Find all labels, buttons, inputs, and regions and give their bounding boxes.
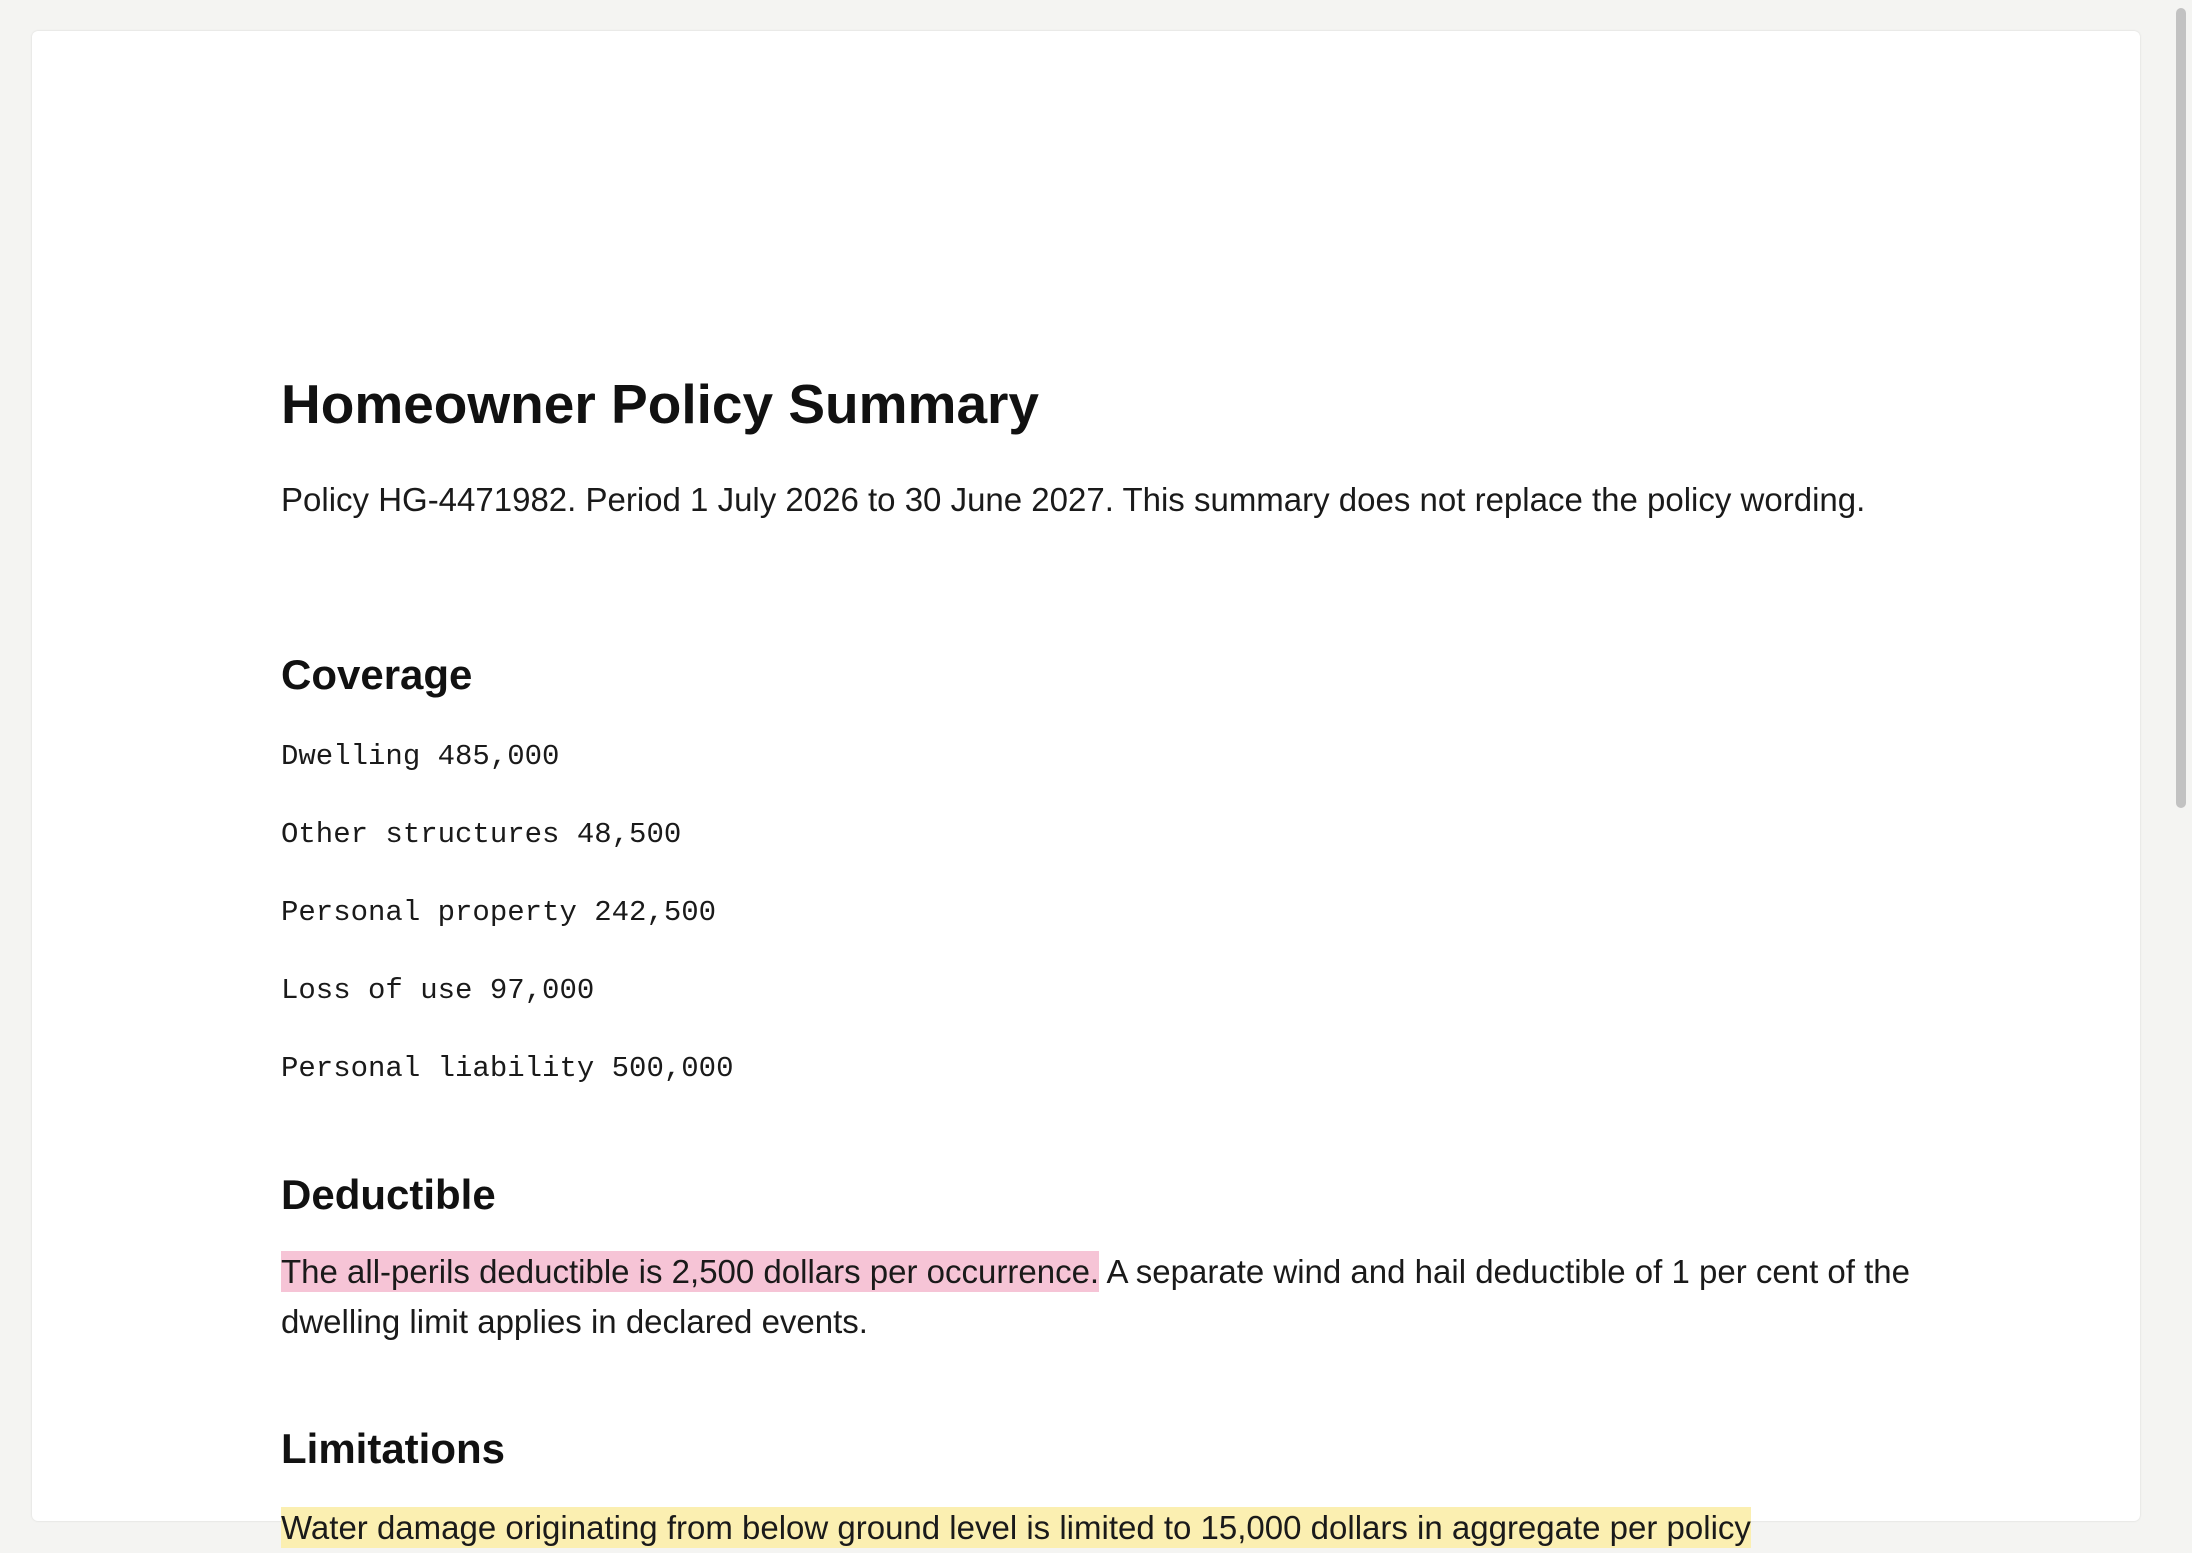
deductible-highlight[interactable]: The all-perils deductible is 2,500 dollars per occurrence. xyxy=(281,1253,1100,1290)
limitations-heading: Limitations xyxy=(281,1425,506,1472)
coverage-item-personal-liability: Personal liability 500,000 xyxy=(281,1052,734,1085)
limitations-highlight[interactable]: Water damage originating from below ground level is limited to 15,000 dollars in aggregate per policy xyxy=(281,1509,1751,1546)
policy-intro: Policy HG-4471982. Period 1 July 2026 to 30 June 2027. This summary does not replace the policy wording. xyxy=(281,481,1866,518)
deductible-heading: Deductible xyxy=(281,1171,496,1218)
deductible-paragraph xyxy=(281,1247,1921,1347)
page-title: Homeowner Policy Summary xyxy=(281,373,1040,435)
coverage-item-dwelling: Dwelling 485,000 xyxy=(281,740,560,773)
coverage-item-other-structures: Other structures 48,500 xyxy=(281,818,682,851)
document-page xyxy=(32,31,2140,1546)
deductible-text: A separate wind and hail deductible of 1 per cent of the dwelling limit applies in declared events. xyxy=(281,1253,1910,1340)
scrollbar[interactable] xyxy=(2170,0,2192,1510)
coverage-heading: Coverage xyxy=(281,651,473,698)
scrollbar-thumb[interactable] xyxy=(2176,8,2186,808)
coverage-item-personal-property: Personal property 242,500 xyxy=(281,896,717,929)
coverage-list xyxy=(281,737,733,1127)
limitations-paragraph xyxy=(281,1503,1921,1553)
coverage-item-loss-of-use: Loss of use 97,000 xyxy=(281,974,595,1007)
